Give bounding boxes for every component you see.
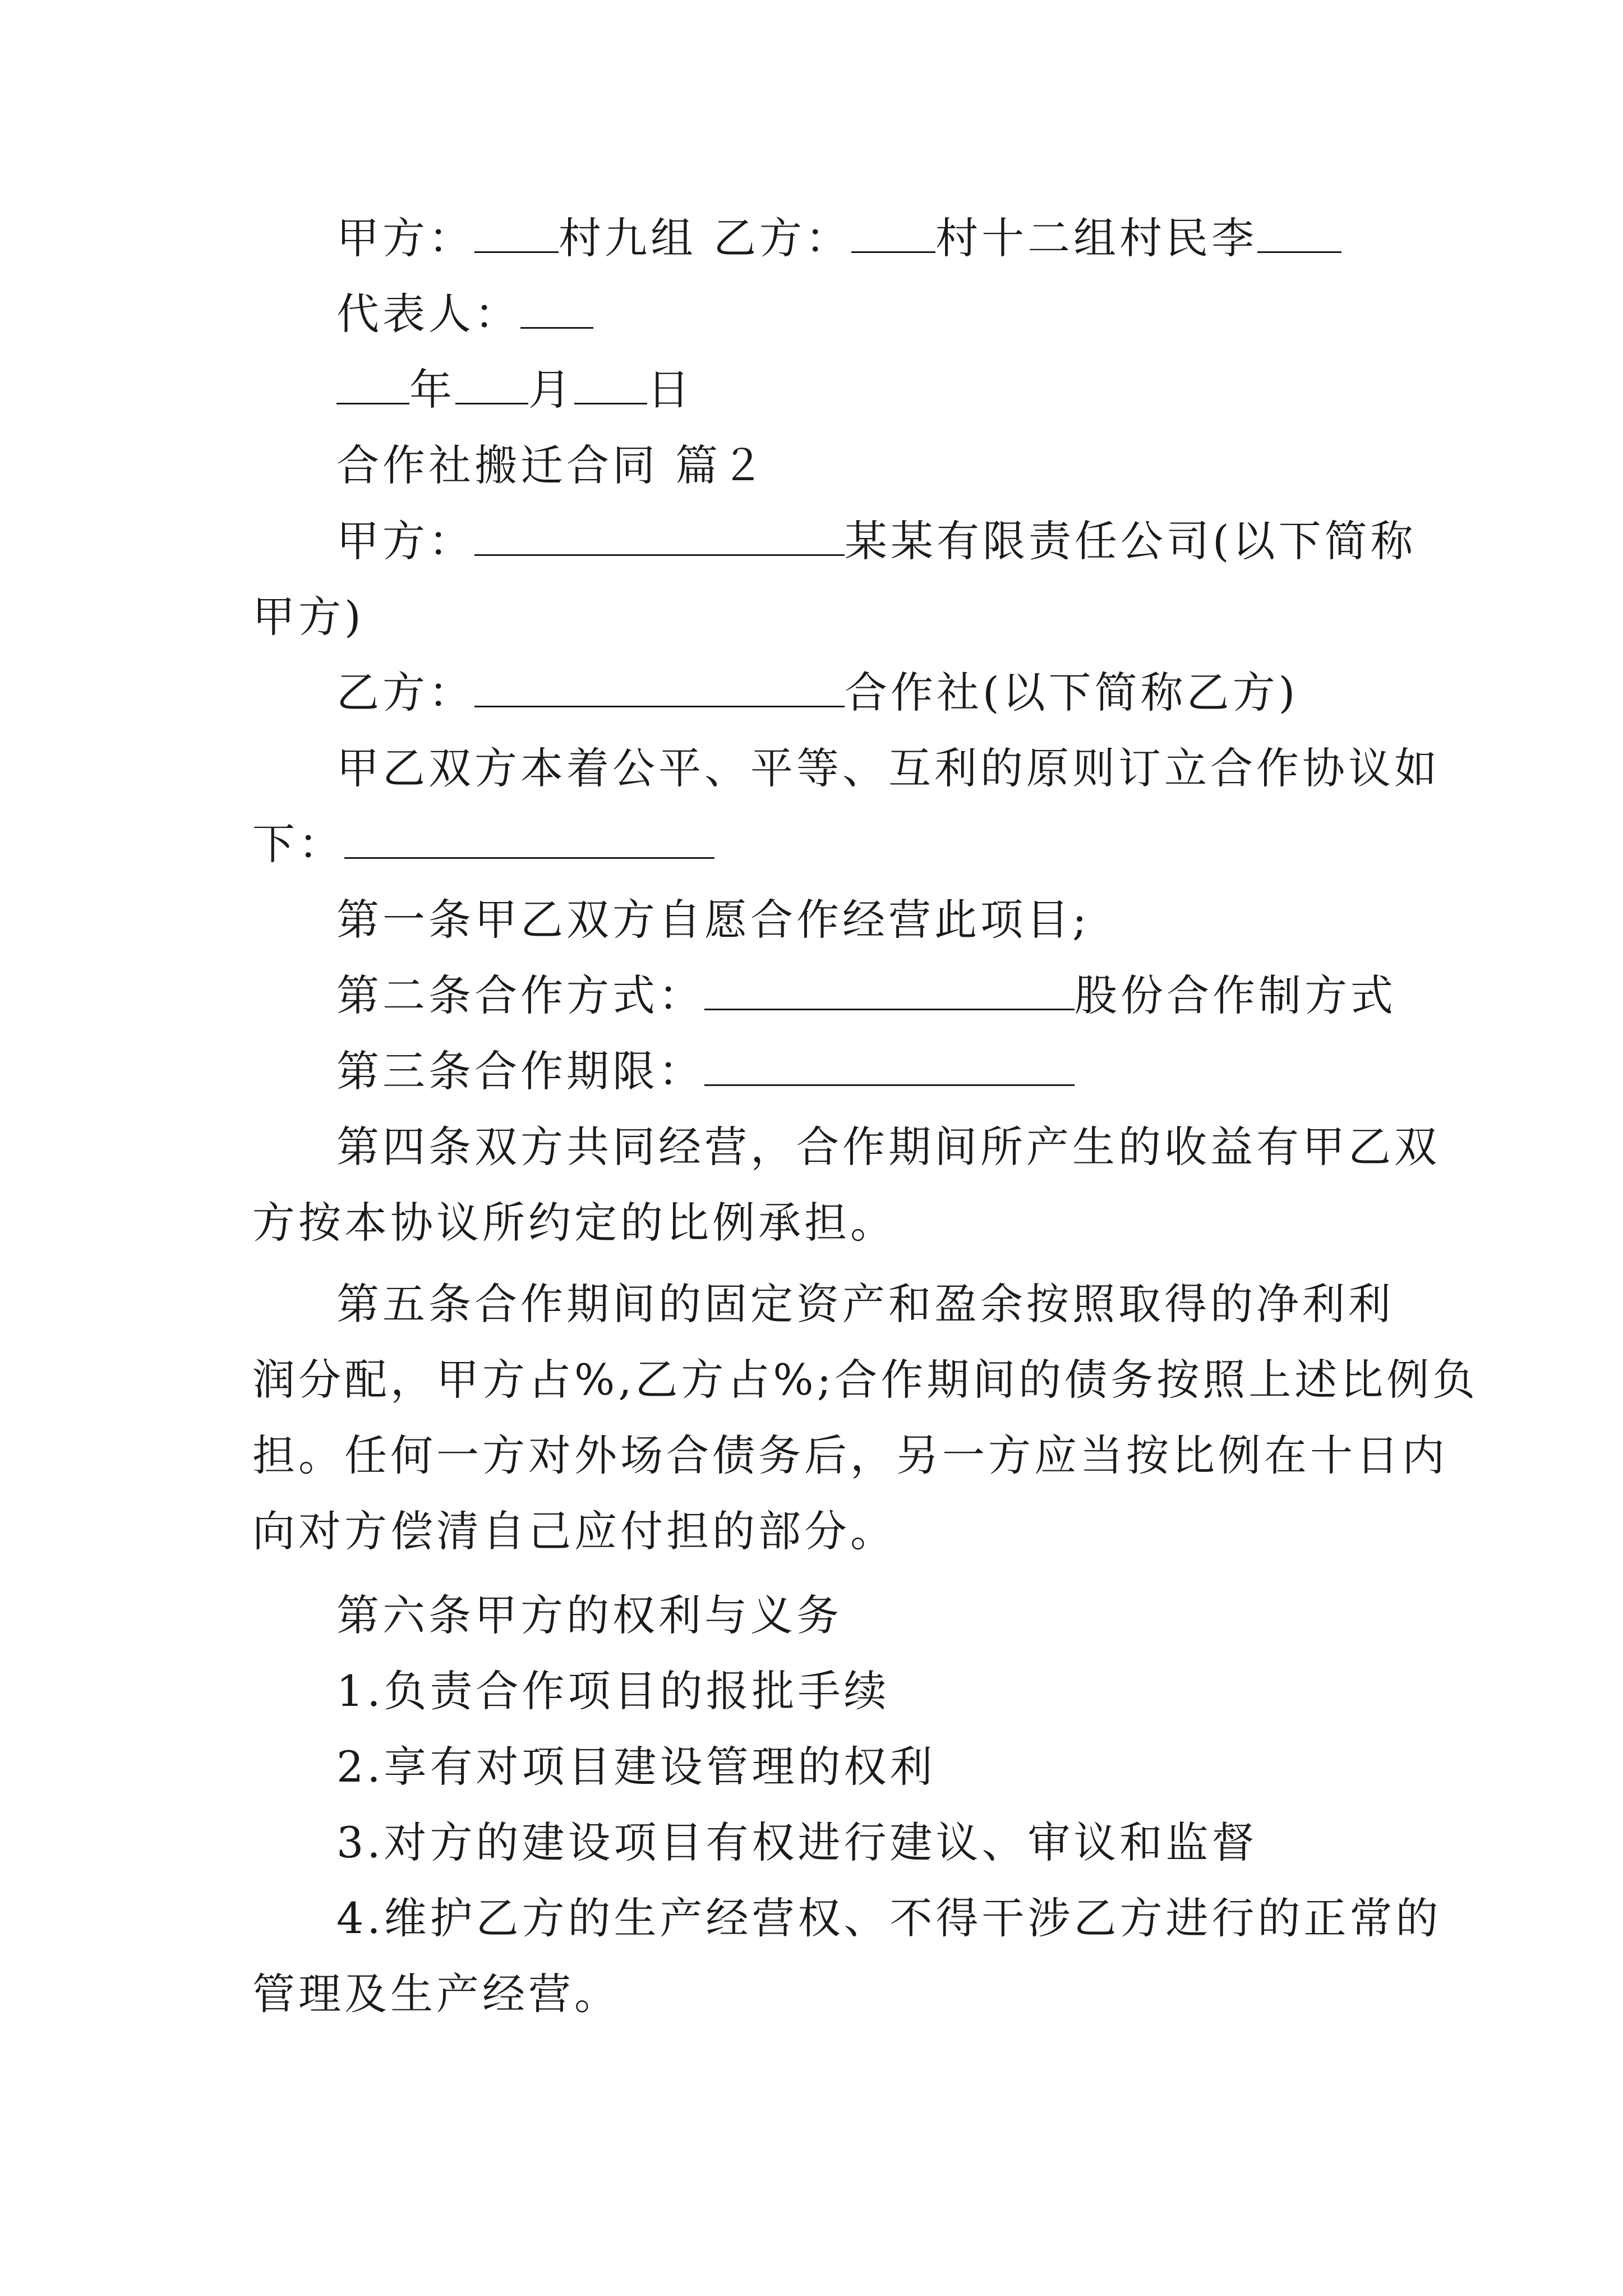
text-run: 第二条合作方式：	[336, 970, 704, 1020]
fill-blank	[455, 369, 528, 404]
text-run: 股份合作制方式	[1075, 970, 1396, 1020]
text-run: 月	[528, 365, 574, 415]
text-run: 年	[409, 365, 455, 415]
text-line	[336, 1119, 1440, 1175]
text-run: 下：	[252, 819, 344, 869]
text-run: 甲方：	[336, 213, 474, 263]
list-item	[336, 1739, 936, 1795]
section-heading	[336, 438, 767, 494]
text-line	[336, 1276, 1394, 1332]
text-run: 担。任何一方对外场合债务后，另一方应当按比例在十日内	[252, 1430, 1448, 1480]
text-run: 合作社(以下简称乙方)	[845, 668, 1299, 717]
text-line	[336, 665, 1298, 721]
text-line	[336, 1588, 842, 1644]
fill-blank	[474, 521, 845, 556]
text-run: 第六条甲方的权利与义务	[336, 1590, 842, 1640]
text-line	[252, 1503, 896, 1559]
text-line	[336, 1043, 1075, 1099]
text-run: 甲乙双方本着公平、平等、互利的原则订立合作协议如	[336, 743, 1440, 793]
text-run: 某某有限责任公司(以下简称	[845, 516, 1417, 566]
text-line	[252, 816, 714, 872]
text-run: 4.维护乙方的生产经营权、不得干涉乙方进行的正常的	[336, 1893, 1442, 1943]
fill-blank	[704, 1051, 1075, 1086]
fill-blank	[336, 369, 409, 404]
text-line	[252, 1195, 896, 1251]
fill-blank	[474, 218, 559, 253]
text-run: 第五条合作期间的固定资产和盈余按照取得的净利利	[336, 1279, 1394, 1329]
text-run: 2.享有对项目建设管理的权利	[336, 1742, 936, 1792]
fill-blank	[574, 369, 647, 404]
text-run: 向对方偿清自己应付担的部分。	[252, 1506, 896, 1556]
text-run: 村九组 乙方：	[559, 213, 852, 263]
text-run: 合作社搬迁合同 篇２	[336, 440, 768, 490]
text-run: 3.对方的建设项目有权进行建议、审议和监督	[336, 1818, 1258, 1867]
text-run: 甲方)	[252, 592, 365, 642]
text-line	[336, 362, 693, 418]
text-line	[336, 513, 1417, 569]
text-line	[252, 1352, 1478, 1408]
text-line	[336, 968, 1396, 1024]
fill-blank	[851, 218, 935, 253]
fill-blank	[1257, 218, 1341, 253]
text-line	[336, 740, 1440, 797]
list-item	[336, 1663, 890, 1719]
fill-blank	[344, 823, 714, 859]
text-run: 村十二组村民李	[935, 213, 1258, 263]
text-run: 1.负责合作项目的报批手续	[336, 1666, 890, 1716]
text-run: 方按本协议所约定的比例承担。	[252, 1198, 896, 1248]
text-run: 甲方：	[336, 516, 474, 566]
fill-blank	[474, 672, 845, 707]
list-item	[336, 1815, 1258, 1871]
text-run: 第一条甲乙双方自愿合作经营此项目;	[336, 895, 1090, 945]
text-run: 润分配，甲方占%,乙方占%;合作期间的债务按照上述比例负	[252, 1355, 1479, 1405]
text-line	[336, 210, 1341, 266]
text-run: 管理及生产经营。	[252, 1969, 620, 2019]
text-line	[336, 286, 593, 342]
list-item	[336, 1890, 1442, 1947]
text-run: 第四条双方共同经营，合作期间所产生的收益有甲乙双	[336, 1122, 1440, 1172]
text-line	[252, 1428, 1448, 1484]
text-line	[252, 1966, 620, 2022]
text-line	[252, 589, 365, 645]
text-run: 乙方：	[336, 668, 474, 717]
text-line	[336, 892, 1090, 948]
fill-blank	[520, 293, 593, 329]
fill-blank	[704, 975, 1075, 1010]
text-run: 日	[647, 365, 693, 415]
text-run: 第三条合作期限：	[336, 1046, 704, 1096]
text-run: 代表人：	[336, 289, 520, 339]
